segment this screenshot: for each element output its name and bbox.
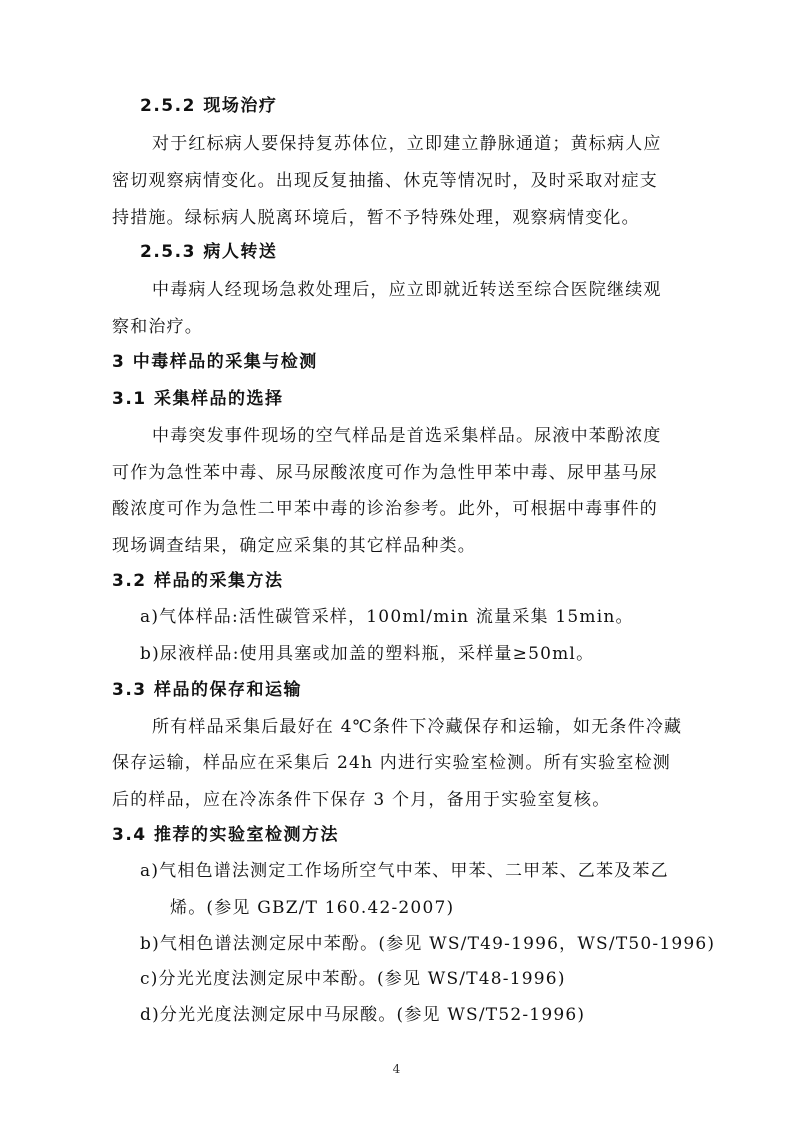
- paragraph-line: 察和治疗。: [112, 317, 203, 337]
- page-number: 4: [392, 1062, 401, 1076]
- section-heading-3: 3 中毒样品的采集与检测: [112, 352, 318, 372]
- section-heading-3-4: 3.4 推荐的实验室检测方法: [112, 825, 340, 845]
- paragraph-line: 密切观察病情变化。出现反复抽搐、休克等情况时，及时采取对症支: [112, 171, 658, 191]
- section-heading-3-2: 3.2 样品的采集方法: [112, 571, 284, 591]
- list-item: c)分光光度法测定尿中苯酚。(参见 WS/T48-1996): [140, 969, 566, 989]
- paragraph-line: 保存运输，样品应在采集后 24h 内进行实验室检测。所有实验室检测: [112, 753, 671, 773]
- list-item: b)尿液样品:使用具塞或加盖的塑料瓶，采样量≥50ml。: [140, 644, 595, 664]
- list-item: b)气相色谱法测定尿中苯酚。(参见 WS/T49-1996，WS/T50-1996): [140, 934, 716, 954]
- section-heading-3-1: 3.1 采集样品的选择: [112, 389, 284, 409]
- paragraph-line: 现场调查结果，确定应采集的其它样品种类。: [112, 536, 476, 556]
- paragraph-line: 可作为急性苯中毒、尿马尿酸浓度可作为急性甲苯中毒、尿甲基马尿: [112, 463, 658, 483]
- list-item: d)分光光度法测定尿中马尿酸。(参见 WS/T52-1996): [140, 1005, 586, 1025]
- section-heading-2-5-2: 2.5.2 现场治疗: [140, 96, 278, 116]
- paragraph-line: 对于红标病人要保持复苏体位，立即建立静脉通道；黄标病人应: [152, 134, 662, 154]
- paragraph-line: 所有样品采集后最好在 4℃条件下冷藏保存和运输，如无条件冷藏: [152, 717, 683, 737]
- paragraph-line: 中毒病人经现场急救处理后，应立即就近转送至综合医院继续观: [152, 280, 662, 300]
- list-item: a)气相色谱法测定工作场所空气中苯、甲苯、二甲苯、乙苯及苯乙: [140, 861, 669, 881]
- section-heading-3-3: 3.3 样品的保存和运输: [112, 680, 303, 700]
- section-heading-2-5-3: 2.5.3 病人转送: [140, 242, 278, 262]
- paragraph-line: 酸浓度可作为急性二甲苯中毒的诊治参考。此外，可根据中毒事件的: [112, 499, 658, 519]
- paragraph-line: 持措施。绿标病人脱离环境后，暂不予特殊处理，观察病情变化。: [112, 208, 640, 228]
- list-item: a)气体样品:活性碳管采样，100ml/min 流量采集 15min。: [140, 607, 634, 627]
- paragraph-line: 中毒突发事件现场的空气样品是首选采集样品。尿液中苯酚浓度: [152, 426, 662, 446]
- paragraph-line: 后的样品，应在冷冻条件下保存 3 个月，备用于实验室复核。: [112, 790, 611, 810]
- list-item-continuation: 烯。(参见 GBZ/T 160.42-2007): [170, 898, 455, 918]
